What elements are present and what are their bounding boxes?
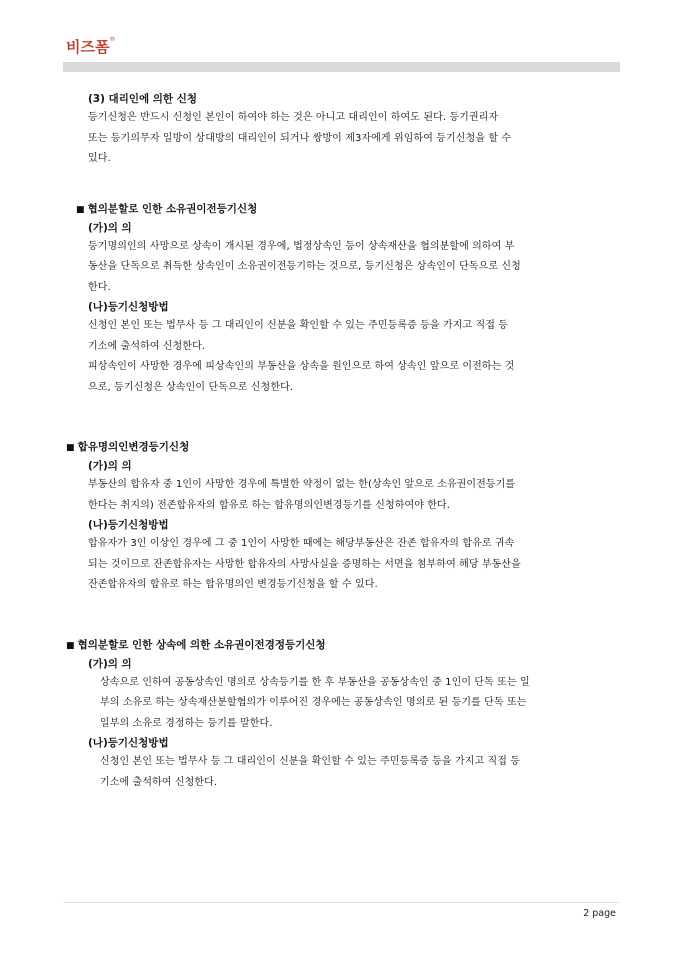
document-body <box>66 90 626 793</box>
section-3-method-title: (나)등기신청방법 <box>88 737 169 749</box>
agent-section-line: 있다. <box>88 153 111 164</box>
section-1-meaning-line: 한다. <box>88 281 111 293</box>
section-3-meaning-line: 부의 소유로 하는 상속재산분할협의가 이루어진 경우에는 공동상속인 명의로 된 등기를 단독 또는 <box>100 697 527 708</box>
section-3-meaning-line: 상속으로 인하여 공동상속인 명의로 상속등기를 한 후 부동산을 공동상속인 중 1인이 단독 또는 일 <box>100 676 530 688</box>
section-2-method-line: 되는 것이므로 잔존합유자는 사망한 합유자의 사망사실을 증명하는 서면을 첨부하여 해당 부동산을 <box>88 558 521 570</box>
section-2-method-title: (나)등기신청방법 <box>88 519 169 531</box>
footer-divider <box>63 902 620 903</box>
page-number: 2 page <box>583 908 616 919</box>
bizform-logo <box>66 36 115 57</box>
agent-section-line: 등기신청은 반드시 신청인 본인이 하여야 하는 것은 아니고 대리인이 하여도 된다. 등기권리자 <box>88 112 499 123</box>
section-1-method-title: (나)등기신청방법 <box>88 301 169 313</box>
section-3-title: ■ 협의분할로 인한 상속에 의한 소유권이전경정등기신청 <box>66 636 626 655</box>
section-1-method-line: 기소에 출석하여 신청한다. <box>88 340 206 352</box>
section-2-method-line: 잔존합유자의 합유로 하는 합유명의인 변경등기신청을 할 수 있다. <box>88 579 378 590</box>
section-3-meaning-title: (가)의 의 <box>88 657 132 670</box>
section-3-method-line: 기소에 출석하여 신청한다. <box>100 776 218 788</box>
section-1-meaning-title: (가)의 의 <box>88 221 132 234</box>
section-1-title: ■ 협의분할로 인한 소유권이전등기신청 <box>76 200 626 219</box>
section-2-meaning-title: (가)의 의 <box>88 460 132 472</box>
section-2-title: ■ 합유명의인변경등기신청 <box>66 438 626 457</box>
section-1-method-line: 피상속인이 사망한 경우에 피상속인의 부동산을 상속을 원인으로 하여 상속인 앞으로 이전하는 것 <box>88 361 515 372</box>
section-2-meaning-line: 한다는 취지의) 전존합유자의 합유로 하는 합유명의인변경등기를 신청하여야 한다. <box>88 499 451 511</box>
section-1-meaning-line: 등기명의인의 사망으로 상속이 개시된 경우에, 법정상속인 등이 상속재산을 협의분할에 의하여 부 <box>88 240 515 252</box>
section-2-method-line: 합유자가 3인 이상인 경우에 그 중 1인이 사망한 때에는 해당부동산은 잔존 합유자의 합유로 귀속 <box>88 538 515 549</box>
logo-text: 비즈폼 <box>66 38 110 56</box>
section-1-meaning-line: 동산을 단독으로 취득한 상속인이 소유권이전등기하는 것으로, 등기신청은 상속인이 단독으로 신청 <box>88 261 521 272</box>
section-1-method-line: 신청인 본인 또는 법무사 등 그 대리인이 신분을 확인할 수 있는 주민등록증 등을 가지고 직접 등 <box>88 320 509 331</box>
header-bar <box>63 62 620 72</box>
section-2-meaning-line: 부동산의 합유자 중 1인이 사망한 경우에 특별한 약정이 없는 한(상속인 앞으로 소유권이전등기를 <box>88 479 516 490</box>
agent-section-line: 또는 등기의무자 일방이 상대방의 대리인이 되거나 쌍방이 제3자에게 위임하여 등기신청을 할 수 <box>88 132 512 144</box>
section-1-method-line: 으로, 등기신청은 상속인이 단독으로 신청한다. <box>88 381 294 393</box>
agent-section-title: (3) 대리인에 의한 신청 <box>88 93 198 105</box>
registered-mark: ® <box>109 36 116 43</box>
section-3-meaning-line: 일부의 소유로 경정하는 등기를 말한다. <box>100 717 273 729</box>
section-3-method-line: 신청인 본인 또는 법무사 등 그 대리인이 신분을 확인할 수 있는 주민등록증 등을 가지고 직접 등 <box>100 756 521 767</box>
